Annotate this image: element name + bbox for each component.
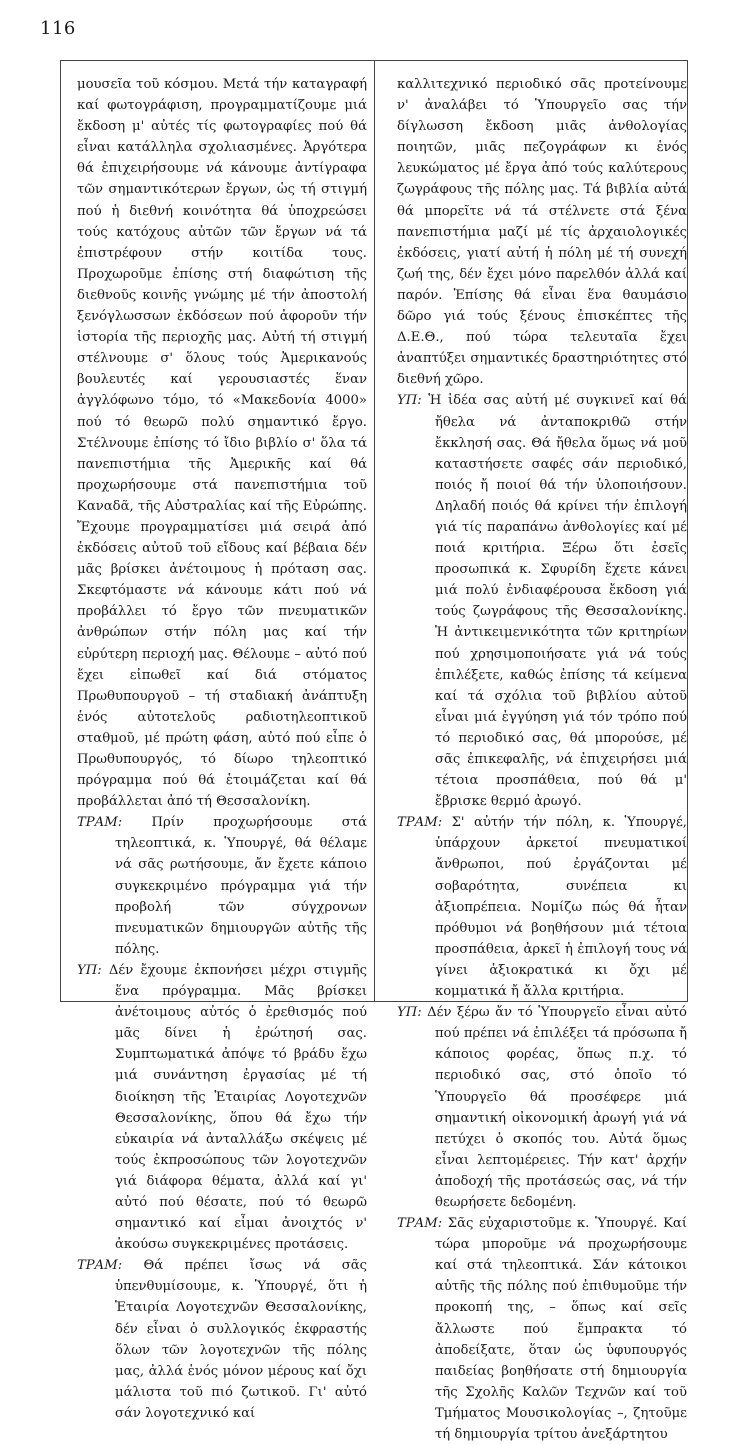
speaker-label: ΥΠ: [397, 1005, 422, 1021]
speaker-label: ΤΡΑΜ: [397, 815, 443, 831]
speaker-label: ΥΠ: [397, 393, 422, 409]
dialogue-paragraph [397, 390, 687, 812]
speaker-label: ΥΠ: [77, 962, 102, 978]
dialogue-text: Ἡ ἰδέα σας αὐτή μέ συγκινεῖ καί θά ἤθελα νά ἀνταποκριθῶ στήν ἔκκλησή σας. Θά ἤθελα ὅμως νά μοῦ καταστήσετε σαφές σάν περιοδικό, ποιός ἤ ποιοί θά τήν ὑλοποιήσουν. Δηλαδή ποιός θά κρίνει τήν ἐπιλογή γιά τίς παραπάνω ἀνθολογίες καί μέ ποιά κριτήρια. Ξέρω ὅτι ἐσεῖς προσωπικά κ. Σφυρίδη ἔχετε κάνει μιά πολύ ἐνδιαφέρουσα ἔκδοση γιά τούς ζωγράφους τῆς Θεσσαλονίκης. Ἡ ἀντικειμενικότητα τῶν κριτηρίων πού χρησιμοποιήσατε γιά νά τούς ἐπιλέξετε, καθώς ἐπίσης τά κείμενα καί τά σχόλια τοῦ βιβλίου αὐτοῦ εἶναι μιά ἐγγύηση γιά τόν τρόπο πού τό περιοδικό σας, θά μπορούσε, μέ σᾶς ἐπικεφαλῆς, νά ἐπιχειρήσει μιά τέτοια προσπάθεια, πού θά μ' ἔβρισκε θερμό ἀρωγό. [421, 393, 687, 810]
speaker-label: ΤΡΑΜ: [77, 1258, 123, 1274]
column-divider [374, 60, 375, 1002]
dialogue-text: Σᾶς εὐχαριστοῦμε κ. Ὑπουργέ. Καί τώρα μποροῦμε νά προχωρήσουμε καί στά τηλεοπτικά. Σάν κάτοικοι αὐτῆς τῆς πόλης πού ἐπιθυμοῦμε τήν προκοπή της, – ὅπως καί σεῖς ἄλλωστε πού ἔμπρακτα τό ἀποδείξατε, ὅταν ὡς ὑφυπουργός παιδείας βοηθήσατε στή δημιουργία τῆς Σχολῆς Καλῶν Τεχνῶν καί τοῦ Τμήματος Μουσικολογίας –, ζητοῦμε τή δημιουργία τρίτου ἀνεξάρτητου [435, 1216, 687, 1442]
dialogue-text: Σ' αὐτήν τήν πόλη, κ. Ὑπουργέ, ὑπάρχουν ἀρκετοί πνευματικοί ἄνθρωποι, πού ἐργάζονται μέ σοβαρότητα, συνέπεια κι ἀξιοπρέπεια. Νομίζω πώς θά ἦταν πρόθυμοι νά βοηθήσουν μιά τέτοια προσπάθεια, ἀρκεῖ ἡ ἐπιλογή τους νά γίνει ἀξιοκρατικά κι ὄχι μέ κομματικά ἤ ἄλλα κριτήρια. [435, 815, 687, 1000]
dialogue-paragraph [77, 960, 367, 1255]
dialogue-paragraph [77, 1255, 367, 1424]
dialogue-paragraph [77, 812, 367, 960]
dialogue-paragraph [397, 1213, 687, 1445]
right-intro-paragraph: καλλιτεχνικό περιοδικό σᾶς προτείνουμε ν' ἀναλάβει τό Ὑπουργεῖο σας τήν δίγλωσση ἔκδοση μιᾶς ἀνθολογίας ποιητῶν, μιᾶς πεζογράφων κι ἑνός λευκώματος μέ ἔργα ἀπό τούς καλύτερους ζωγράφους τῆς πόλης μας. Τά βιβλία αὐτά θά μπορεῖτε νά τά στέλνετε στά ξένα πανεπιστήμια μαζί μέ τίς ἀρχαιολογικές ἐκδόσεις, γιατί αὐτή ἡ πόλη μέ τή συνεχή ζωή της, δέν ἔχει μόνο παρελθόν ἀλλά καί παρόν. Ἐπίσης θά εἶναι ἕνα θαυμάσιο δῶρο γιά τούς ξένους ἐπισκέπτες τῆς Δ.Ε.Θ., πού τώρα τελευταῖα ἔχει ἀναπτύξει σημαντικές δραστηριότητες στό διεθνή χῶρο. [397, 77, 687, 388]
dialogue-paragraph [397, 1002, 687, 1213]
speaker-label: ΤΡΑΜ: [77, 815, 123, 831]
left-column [77, 74, 367, 1424]
left-intro-paragraph: μουσεῖα τοῦ κόσμου. Μετά τήν καταγραφή καί φωτογράφιση, προγραμματίζουμε μιά ἔκδοση μ' αὐτές τίς φωτογραφίες πού θά εἶναι κατάλληλα σχολιασμένες. Ἀργότερα θά ἐπιχειρήσουμε νά κάνουμε ἀντίγραφα τῶν σημαντικότερων ἔργων, ὡς τή στιγμή πού ἡ διεθνή κοινότητα θά ὑποχρεώσει τούς κατόχους αὐτῶν τῶν ἔργων νά τά ἐπιστρέφουν στήν κοιτίδα τους. Προχωροῦμε ἐπίσης στή διαφώτιση τῆς διεθνοῦς κοινῆς γνώμης μέ τήν ἀποστολή ξενόγλωσσων ἐκδόσεων πού ἀφοροῦν τήν ἱστορία τῆς περιοχῆς μας. Αὐτή τή στιγμή στέλνουμε σ' ὅλους τούς Ἀμερικανούς βουλευτές καί γερουσιαστές ἕναν ἀγγλόφωνο τόμο, τό «Μακεδονία 4000» πού τό θεωρῶ πολύ σημαντικό ἔργο. Στέλνουμε ἐπίσης τό ἴδιο βιβλίο σ' ὅλα τά πανεπιστήμια τῆς Ἀμερικῆς καί θά προχωρήσουμε στά πανεπιστήμια τοῦ Καναδᾶ, τῆς Αὐστραλίας καί τῆς Εὐρώπης. Ἔχουμε προγραμματίσει μιά σειρά ἀπό ἐκδόσεις αὐτοῦ τοῦ εἴδους καί βέβαια δέν μᾶς βρίσκει ἀνέτοιμους ἡ πρόταση σας. Σκεφτόμαστε νά κάνουμε κάτι πού νά προβάλλει τό ἔργο τῶν πνευματικῶν ἀνθρώπων στήν πόλη μας καί τήν εὐρύτερη περιοχή μας. Θέλουμε – αὐτό πού ἔχει εἰπωθεῖ καί διά στόματος Πρωθυπουργοῦ – τή σταδιακή ἀνάπτυξη ἑνός αὐτοτελοῦς ραδιοτηλεοπτικοῦ σταθμοῦ, μέ πρώτη φάση, αὐτό πού εἶπε ὁ Πρωθυπουργός, τό δίωρο τηλεοπτικό πρόγραμμα πού θά ἑτοιμάζεται καί θά προβάλλεται ἀπό τή Θεσσαλονίκη. [77, 77, 367, 810]
right-column [397, 74, 687, 1445]
dialogue-text: Θά πρέπει ἴσως νά σᾶς ὑπενθυμίσουμε, κ. Ὑπουργέ, ὅτι ἡ Ἑταιρία Λογοτεχνῶν Θεσσαλονίκης, δέν εἶναι ὁ συλλογικός ἐκφραστής ὅλων τῶν λογοτεχνῶν τῆς πόλης μας, ἀλλά ἑνός μόνον μέρους καί ὄχι μάλιστα τοῦ πιό ζωτικοῦ. Γι' αὐτό σάν λογοτεχνικό καί [115, 1258, 367, 1421]
dialogue-paragraph [397, 812, 687, 1002]
speaker-label: ΤΡΑΜ: [397, 1216, 443, 1232]
dialogue-text: Δέν ἔχουμε ἐκπονήσει μέχρι στιγμῆς ἕνα πρόγραμμα. Μᾶς βρίσκει ἀνέτοιμους αὐτός ὁ ἐρεθισμός πού μᾶς δίνει ἡ ἐρώτησή σας. Συμπτωματικά ἀπόψε τό βράδυ ἔχω μιά συνάντηση ἐργασίας μέ τή διοίκηση τῆς Ἑταιρίας Λογοτεχνῶν Θεσσαλονίκης, ὅπου θά ἔχω τήν εὐκαιρία νά ἀνταλλάξω σκέψεις μέ τούς ἐκπροσώπους τῶν λογοτεχνῶν γιά διάφορα θέματα, ἀλλά καί γι' αὐτό πού θέσατε, πού τό θεωρῶ σημαντικό καί εἶμαι ἀνοιχτός ν' ἀκούσω συγκεκριμένες προτάσεις. [101, 962, 367, 1253]
page-number: 116 [40, 18, 76, 39]
dialogue-text: Πρίν προχωρήσουμε στά τηλεοπτικά, κ. Ὑπουργέ, θά θέλαμε νά σᾶς ρωτήσουμε, ἄν ἔχετε κάποιο συγκεκριμένο πρόγραμμα γιά τήν προβολή τῶν σύγχρονων πνευματικῶν δημιουργῶν αὐτῆς τῆς πόλης. [115, 815, 367, 957]
dialogue-text: Δέν ξέρω ἄν τό Ὑπουργεῖο εἶναι αὐτό πού πρέπει νά ἐπιλέξει τά πρόσωπα ἤ κάποιος φορέας, ὅπως π.χ. τό περιοδικό σας, στό ὁποῖο τό Ὑπουργεῖο θά προσέφερε μιά σημαντική οἰκονομική ἀρωγή γιά νά πετύχει ὁ σκοπός του. Αὐτά ὅμως εἶναι λεπτομέρειες. Τήν κατ' ἀρχήν ἀποδοχή τῆς προτάσεώς σας, νά τήν θεωρήσετε δεδομένη. [421, 1005, 687, 1210]
